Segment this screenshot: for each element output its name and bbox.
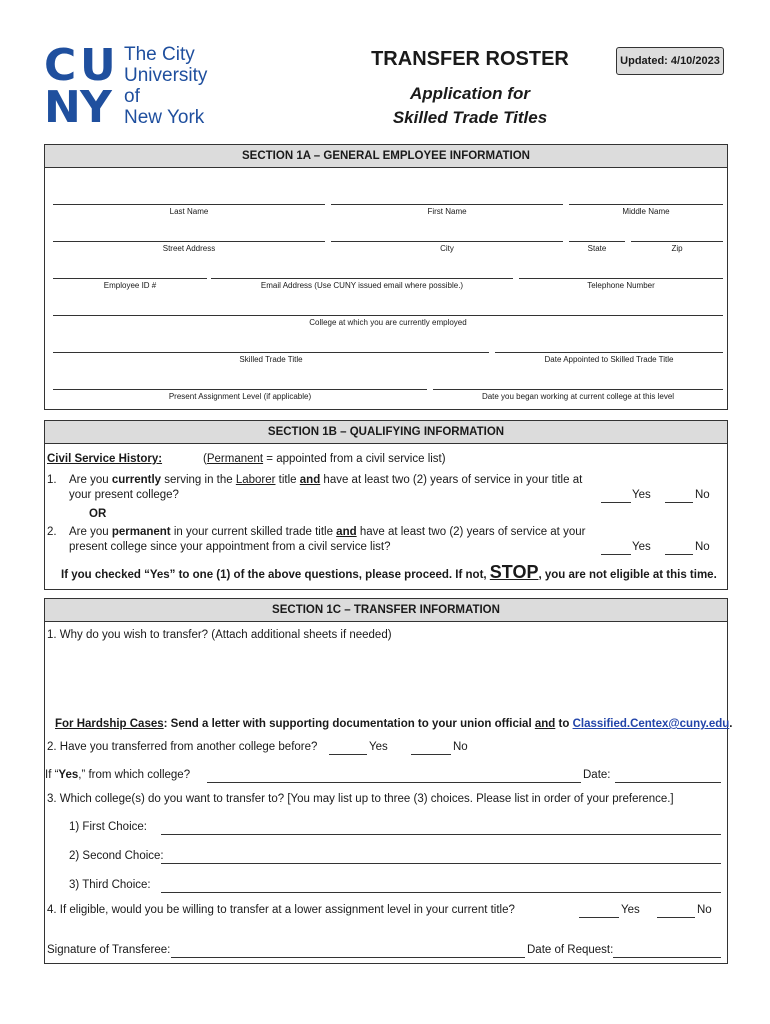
date-began-field[interactable] (433, 389, 723, 390)
telephone-label: Telephone Number (587, 281, 655, 290)
second-choice-field[interactable] (161, 863, 721, 864)
lower-level-yes-blank[interactable] (579, 917, 619, 918)
prior-transfer-no-label: No (453, 741, 468, 753)
prior-college-field[interactable] (207, 782, 581, 783)
section-1a-heading: SECTION 1A – GENERAL EMPLOYEE INFORMATION (45, 145, 727, 168)
transfer-reason-area[interactable] (69, 645, 719, 709)
logo-letter-u: U (80, 40, 114, 91)
assignment-level-field[interactable] (53, 389, 427, 390)
middle-name-label: Middle Name (622, 207, 670, 216)
hardship-note: For Hardship Cases: Send a letter with supporting documentation to your union official and to Classified.Centex@cuny.edu. (55, 718, 733, 730)
prior-date-field[interactable] (615, 782, 721, 783)
date-of-request-field[interactable] (613, 957, 721, 958)
middle-name-field[interactable] (569, 204, 723, 205)
first-name-label: First Name (427, 207, 467, 216)
q1-no-label: No (695, 489, 710, 501)
signature-field[interactable] (171, 957, 525, 958)
section-1b (44, 420, 728, 590)
q2-no-blank[interactable] (665, 554, 693, 555)
third-choice-field[interactable] (161, 892, 721, 893)
permanent-definition: (Permanent = appointed from a civil service list) (203, 453, 446, 465)
email-label: Email Address (Use CUNY issued email where possible.) (260, 281, 464, 290)
prior-transfer-yes-blank[interactable] (329, 754, 367, 755)
college-field[interactable] (53, 315, 723, 316)
logo-letter-c: C (44, 40, 75, 91)
form-title: TRANSFER ROSTER (371, 48, 569, 70)
logo-letter-n: N (44, 82, 79, 133)
q2-yes-blank[interactable] (601, 554, 631, 555)
transfer-reason-question: 1. Why do you wish to transfer? (Attach additional sheets if needed) (47, 629, 392, 641)
form-subtitle: Application for Skilled Trade Titles (392, 84, 548, 127)
zip-field[interactable] (631, 241, 723, 242)
college-label: College at which you are currently employed (309, 318, 467, 327)
employee-id-field[interactable] (53, 278, 207, 279)
q2-yes-label: Yes (632, 541, 651, 553)
first-choice-label: 1) First Choice: (69, 821, 147, 833)
question-2-line2: present college since your appointment from a civil service list? (69, 541, 391, 553)
eligibility-notice: If you checked “Yes” to one (1) of the above questions, please proceed. If not, STOP, you are not eligible at this time. (61, 562, 717, 582)
second-choice-label: 2) Second Choice: (69, 850, 164, 862)
prior-transfer-question: 2. Have you transferred from another college before? (47, 741, 318, 753)
prior-transfer-no-blank[interactable] (411, 754, 451, 755)
question-1-line2: your present college? (69, 489, 179, 501)
question-1-number: 1. (47, 474, 57, 486)
q1-yes-label: Yes (632, 489, 651, 501)
street-address-field[interactable] (53, 241, 325, 242)
question-2-text: Are you permanent in your current skilled trade title and have at least two (2) years of service at your (69, 526, 586, 538)
q1-yes-blank[interactable] (601, 502, 631, 503)
signature-label: Signature of Transferee: (47, 944, 171, 956)
prior-date-label: Date: (583, 769, 611, 781)
section-1b-heading: SECTION 1B – QUALIFYING INFORMATION (45, 421, 727, 444)
date-appointed-label: Date Appointed to Skilled Trade Title (544, 355, 674, 364)
stop-word: STOP (489, 562, 539, 582)
or-separator: OR (89, 508, 107, 520)
date-appointed-field[interactable] (495, 352, 723, 353)
trade-title-field[interactable] (53, 352, 489, 353)
section-1c-heading: SECTION 1C – TRANSFER INFORMATION (45, 599, 727, 622)
city-field[interactable] (331, 241, 563, 242)
employee-id-label: Employee ID # (103, 281, 157, 290)
state-label: State (587, 244, 607, 253)
last-name-field[interactable] (53, 204, 325, 205)
civil-service-history: Civil Service History: (47, 453, 163, 465)
state-field[interactable] (569, 241, 625, 242)
last-name-label: Last Name (169, 207, 209, 216)
date-began-label: Date you began working at current college at this level (481, 392, 675, 401)
email-field[interactable] (211, 278, 513, 279)
question-1-text: Are you currently serving in the Laborer title and have at least two (2) years of service in your title at (69, 474, 583, 486)
street-address-label: Street Address (162, 244, 216, 253)
question-2-number: 2. (47, 526, 57, 538)
telephone-field[interactable] (519, 278, 723, 279)
prior-transfer-yes-label: Yes (369, 741, 388, 753)
section-1c (44, 598, 733, 964)
prior-college-label: If “Yes,” from which college? (45, 769, 191, 781)
date-of-request-label: Date of Request: (527, 944, 614, 956)
section-1a (44, 144, 728, 410)
first-choice-field[interactable] (161, 834, 721, 835)
q1-no-blank[interactable] (665, 502, 693, 503)
zip-label: Zip (671, 244, 683, 253)
city-label: City (440, 244, 454, 253)
lower-level-question: 4. If eligible, would you be willing to transfer at a lower assignment level in your current title? (47, 904, 515, 916)
logo-letter-y: Y (80, 82, 110, 133)
lower-level-no-label: No (697, 904, 712, 916)
third-choice-label: 3) Third Choice: (69, 879, 151, 891)
lower-level-yes-label: Yes (621, 904, 640, 916)
updated-badge: Updated: 4/10/2023 (616, 47, 724, 75)
cuny-logo (44, 40, 116, 133)
college-choice-question: 3. Which college(s) do you want to transfer to? [You may list up to three (3) choices. Please list in order of your preference.] (47, 793, 674, 805)
q2-no-label: No (695, 541, 710, 553)
logo-institution-name: The City University of New York (124, 44, 208, 128)
centex-email-link[interactable]: Classified.Centex@cuny.edu (572, 718, 730, 730)
lower-level-no-blank[interactable] (657, 917, 695, 918)
trade-title-label: Skilled Trade Title (239, 355, 303, 364)
first-name-field[interactable] (331, 204, 563, 205)
assignment-level-label: Present Assignment Level (if applicable) (168, 392, 312, 401)
